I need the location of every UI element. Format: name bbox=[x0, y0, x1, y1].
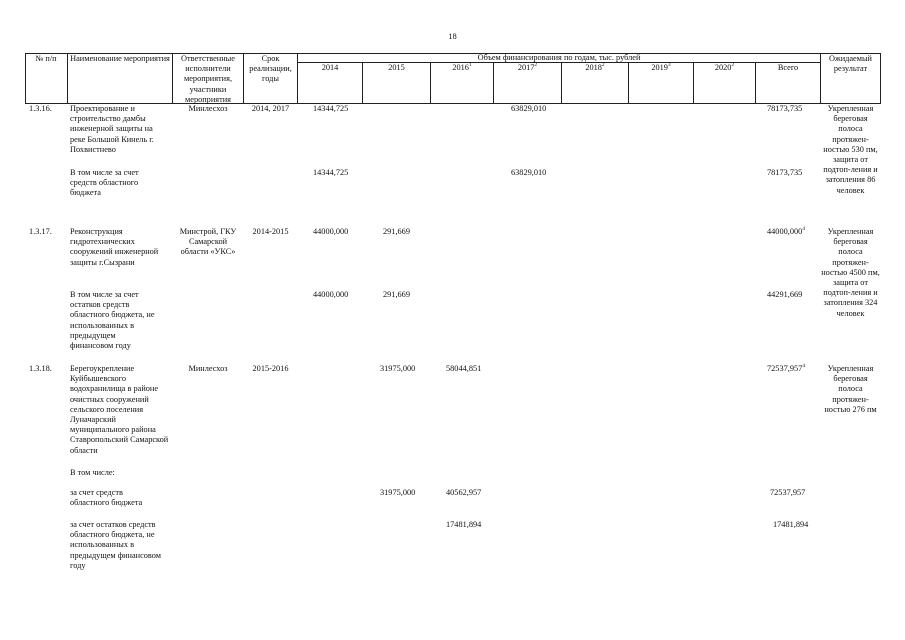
sub-value-2015: 291,669 bbox=[383, 290, 410, 299]
including-label: В том числе: bbox=[70, 468, 115, 477]
value-2015: 31975,000 bbox=[380, 364, 416, 373]
sub-row-name: за счет средств областного бюджета bbox=[70, 488, 143, 508]
header-executors: Ответственные исполнители мероприятия, участники мероприятия bbox=[181, 54, 235, 104]
value-2017: 63829,010 bbox=[511, 104, 547, 113]
row-result: Укрепленная береговая полоса протяжен-ностью 276 пм bbox=[824, 364, 877, 414]
row-executor: Минлесхоз bbox=[188, 104, 228, 113]
col-border bbox=[880, 53, 881, 104]
row-result: Укрепленная береговая полоса протяжен-ностью 4500 пм, защита от подтоп-ления и затопления 324 человек bbox=[821, 227, 880, 318]
sub-value-total: 44291,669 bbox=[767, 290, 803, 299]
header-year-2015: 2015 bbox=[388, 63, 405, 72]
header-term: Срок реализации, годы bbox=[249, 54, 292, 84]
value-total: 78173,735 bbox=[767, 104, 803, 113]
row-term: 2015-2016 bbox=[252, 364, 289, 373]
sub-value-2015: 31975,000 bbox=[380, 488, 416, 497]
sub-row-name: В том числе за счет средств областного бюджета bbox=[70, 168, 139, 198]
header-year-2017: 2017$^2$ bbox=[517, 62, 538, 72]
value-2016: 58044,851 bbox=[446, 364, 482, 373]
value-2014: 14344,725 bbox=[313, 104, 349, 113]
sub-value-total: 72537,957 bbox=[770, 488, 806, 497]
header-year-2016: 2016$^1$ bbox=[452, 62, 472, 72]
header-year-2018: 2018$^2$ bbox=[585, 62, 605, 72]
row-term: 2014-2015 bbox=[252, 227, 289, 236]
row-executor: Минстрой, ГКУ Самарской области «УКС» bbox=[179, 227, 237, 257]
header-funding: Объем финансирования по годам, тыс. рублей bbox=[477, 53, 641, 62]
header-year-2019: 2019$^3$ bbox=[651, 62, 671, 72]
row-result: Укрепленная береговая полоса протяжен-ностью 530 пм, защита от подтоп-ления и затопления 86 человек bbox=[823, 104, 878, 195]
sub-value-total: 17481,894 bbox=[773, 520, 809, 529]
header-year-2020: 2020$^2$ bbox=[714, 62, 735, 72]
row-number: 1.3.16. bbox=[29, 104, 52, 113]
header-year-total: Всего bbox=[777, 63, 799, 72]
value-total: 44000,000$^4$ bbox=[767, 226, 806, 236]
row-number: 1.3.18. bbox=[29, 364, 52, 373]
header-name: Наименование мероприятия bbox=[70, 54, 170, 63]
sub-row-name: за счет остатков средств областного бюджета, не использованных в предыдущем финансовом году bbox=[70, 520, 162, 570]
row-executor: Минлесхоз bbox=[188, 364, 228, 373]
sub-value-2014: 14344,725 bbox=[313, 168, 349, 177]
sub-value-total: 78173,735 bbox=[767, 168, 803, 177]
sub-value-2016: 40562,957 bbox=[446, 488, 482, 497]
row-name: Берегоукрепление Куйбышевского водохранилища в районе очистных сооружений сельского поселения Луначарский муниципального района Ставропольский Самарской области bbox=[70, 364, 169, 455]
row-term: 2014, 2017 bbox=[251, 104, 290, 113]
sub-value-2016: 17481,894 bbox=[446, 520, 482, 529]
header-no: № п/п bbox=[35, 54, 57, 63]
header-year-2014: 2014 bbox=[321, 63, 339, 72]
value-2014: 44000,000 bbox=[313, 227, 349, 236]
sub-row-name: В том числе за счет остатков средств областного бюджета, не использованных в предыдущем финансовом году bbox=[70, 290, 155, 351]
row-name: Проектирование и строительство дамбы инженерной защиты на реке Большой Кинель г. Похвистнево bbox=[70, 104, 154, 154]
value-total: 72537,957$^4$ bbox=[767, 363, 806, 373]
page-number: 18 bbox=[448, 31, 457, 41]
value-2015: 291,669 bbox=[383, 227, 410, 236]
header-result: Ожидаемый результат bbox=[828, 54, 873, 74]
row-name: Реконструкция гидротехнических сооружений инженерной защиты г.Сызрани bbox=[70, 227, 159, 267]
sub-value-2014: 44000,000 bbox=[313, 290, 349, 299]
row-number: 1.3.17. bbox=[29, 227, 52, 236]
sub-value-2017: 63829,010 bbox=[511, 168, 547, 177]
